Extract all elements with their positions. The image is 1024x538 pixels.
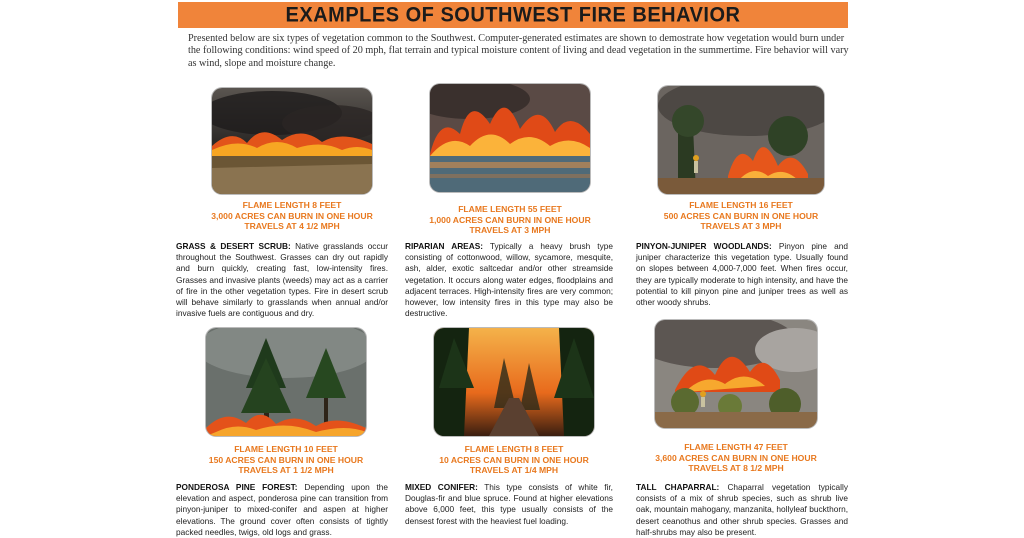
desc-text: This type consists of white fir, Douglas-fir and blue spruce. Found at higher elevations above 6,000 feet, this type usually consists of the densest forest with the heaviest fuel loading. [405,482,613,526]
desc-text: Typically a heavy brush type consisting of cottonwood, willow, sycamore, mesquite, ash, alder, exotic saltcedar and/or other streamside vegetation. It occurs along water edges, floodplains and adjacent terraces. High-intensity fires are very common; however, low intensity fires in this type may also be destructive. [405,241,613,319]
desc-grass [176,241,388,319]
desc-text: Depending upon the elevation and aspect, ponderosa pine can transition from pinyon-juniper to mixed-conifer and aspen at higher elevations. The ground cover often consists of tightly packed needles, twigs, old logs and grass. [176,482,388,537]
desc-riparian [405,241,613,319]
desc-title: GRASS & DESERT SCRUB: [176,241,291,251]
stats-ponderosa [186,444,386,476]
desc-ponderosa [176,482,388,538]
desc-title: PINYON-JUNIPER WOODLANDS: [636,241,772,251]
intro-paragraph: Presented below are six types of vegetation common to the Southwest. Computer-generated estimates are shown to demostrate how vegetation would burn under the following conditions: wind speed of 20 mph, flat terrain and typical moisture content of living and dead vegetation in the summertime. Fire behavior will vary as wind, slope and moisture change. [188,33,849,69]
acres-per-hour: 3,000 ACRES CAN BURN IN ONE HOUR [211,210,373,221]
flame-length: FLAME LENGTH 16 FEET [689,200,793,210]
title-banner [178,2,848,28]
acres-per-hour: 3,600 ACRES CAN BURN IN ONE HOUR [655,452,817,463]
stats-pinyon [641,200,841,232]
desc-title: RIPARIAN AREAS: [405,241,484,251]
travel-speed: TRAVELS AT 3 MPH [700,221,782,232]
ponderosa-fire-photo [206,328,366,436]
desc-text: Pinyon pine and juniper characterize this vegetation type. Usually found on slopes between 4,000-7,000 feet. When fires occur, they are typically moderate to high intensity, and have the potential to kill pinyon pine and juniper trees as well as other woody shrubs. [636,241,848,308]
pinyon-juniper-fire-photo [658,86,824,194]
flame-length: FLAME LENGTH 10 FEET [234,444,338,454]
page-title: EXAMPLES OF SOUTHWEST FIRE BEHAVIOR [285,2,741,27]
acres-per-hour: 1,000 ACRES CAN BURN IN ONE HOUR [429,214,591,225]
grassland-fire-photo [212,88,372,194]
mixed-conifer-fire-photo [434,328,594,436]
travel-speed: TRAVELS AT 1 1/2 MPH [238,465,334,476]
desc-text: Chaparral vegetation typically consists of a mix of shrub species, such as shrub live oak, mountain mahogany, manzanita, hollyleaf buckthorn, desert ceanothus and other shrub species. Grasses and half-shrubs may also be present. [636,482,848,537]
desc-mixed-conifer [405,482,613,527]
stats-riparian [410,204,610,236]
desc-chaparral [636,482,848,538]
travel-speed: TRAVELS AT 4 1/2 MPH [244,221,340,232]
desc-text: Native grasslands occur throughout the Southwest. Grasses can dry out rapidly and burn quickly, creating fast, low-intensity fires. Grasses and invasive plants (weeds) may act as a carrier of fire in the other vegetation types. Fire in desert scrub will behave similarly to grasslands when annual and/or invasive fuels are contiguous and dry. [176,241,388,319]
flame-length: FLAME LENGTH 8 FEET [242,200,342,210]
acres-per-hour: 150 ACRES CAN BURN IN ONE HOUR [208,454,364,465]
travel-speed: TRAVELS AT 3 MPH [469,225,551,236]
chaparral-fire-photo [655,320,817,428]
desc-title: MIXED CONIFER: [405,482,478,492]
stats-chaparral [636,442,836,474]
travel-speed: TRAVELS AT 8 1/2 MPH [688,463,784,474]
travel-speed: TRAVELS AT 1/4 MPH [469,465,559,476]
acres-per-hour: 500 ACRES CAN BURN IN ONE HOUR [663,210,819,221]
desc-title: TALL CHAPARRAL: [636,482,720,492]
desc-pinyon [636,241,848,308]
stats-grass [192,200,392,232]
flame-length: FLAME LENGTH 47 FEET [684,442,788,452]
desc-title: PONDEROSA PINE FOREST: [176,482,298,492]
stats-mixed-conifer [414,444,614,476]
riparian-fire-photo [430,84,590,192]
flame-length: FLAME LENGTH 8 FEET [464,444,564,454]
flame-length: FLAME LENGTH 55 FEET [458,204,562,214]
acres-per-hour: 10 ACRES CAN BURN IN ONE HOUR [439,454,589,465]
